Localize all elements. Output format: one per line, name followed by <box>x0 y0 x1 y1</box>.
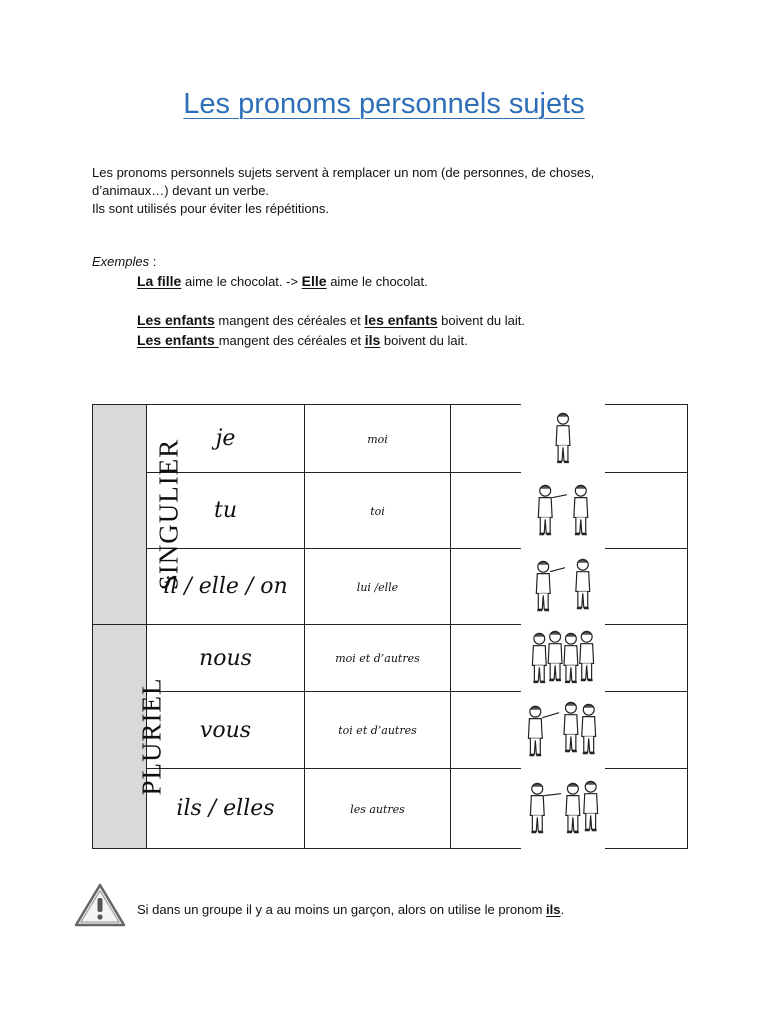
example-text: mangent des céréales et <box>218 333 365 348</box>
pronoun: tu <box>213 498 237 523</box>
pronoun: vous <box>199 717 252 743</box>
meaning-cell <box>305 405 451 473</box>
warning-note <box>137 902 564 917</box>
meaning-cell <box>305 692 451 769</box>
illustration-cell <box>451 625 688 692</box>
note-text: . <box>560 902 565 917</box>
warning-triangle-icon <box>74 882 126 928</box>
pronoun: nous <box>199 645 252 671</box>
meaning: toi <box>370 504 385 518</box>
meaning: moi et d’autres <box>335 652 420 665</box>
example-text: aime le chocolat. <box>326 274 428 289</box>
examples-label-colon: : <box>149 254 157 269</box>
example-subject: Les enfants <box>137 312 215 328</box>
intro-paragraph <box>92 164 692 218</box>
example-pronoun: Elle <box>301 273 327 289</box>
table-row <box>93 625 688 692</box>
meaning-cell <box>305 473 451 549</box>
example-sentence <box>137 273 428 289</box>
note-pronoun: ils <box>546 902 561 917</box>
example-subject: La fille <box>137 273 182 289</box>
intro-line: Les pronoms personnels sujets servent à remplacer un nom (de personnes, de choses, <box>92 165 595 180</box>
meaning: les autres <box>350 802 405 816</box>
illustration-cell <box>451 473 688 549</box>
illustration-cell <box>451 549 688 625</box>
singulier-group <box>93 405 184 625</box>
illustration-cell <box>451 405 688 473</box>
meaning: lui /elle <box>356 580 399 594</box>
table-row <box>93 769 688 849</box>
meaning: toi et d’autres <box>338 724 417 737</box>
example-text: boivent du lait. <box>437 313 525 328</box>
examples-label <box>92 254 156 269</box>
group-of-children-icon <box>521 620 605 696</box>
intro-line: Ils sont utilisés pour éviter les répétitions. <box>92 201 329 216</box>
one-child-pointing-self-icon <box>521 400 605 477</box>
child-pointing-at-others-icon <box>521 764 605 853</box>
pronoun: ils / elles <box>176 796 275 821</box>
example-sentence <box>137 332 468 348</box>
pronoun-cell <box>147 769 305 849</box>
pluriel-group <box>93 625 167 849</box>
meaning: moi <box>367 432 388 446</box>
meaning-cell <box>305 549 451 625</box>
pronoun-cell <box>147 692 305 769</box>
pronoun: je <box>215 426 236 451</box>
example-text: mangent des céréales et <box>214 313 365 328</box>
table-row <box>93 405 688 473</box>
table-row <box>93 692 688 769</box>
note-text: Si dans un groupe il y a au moins un garçon, alors on utilise le pronom <box>137 902 547 917</box>
illustration-cell <box>451 692 688 769</box>
child-pointing-at-other-icon <box>521 544 605 629</box>
example-subject: Les enfants <box>137 332 219 348</box>
pronoun: il / elle / on <box>163 574 288 599</box>
examples-label-text: Exemples <box>92 254 150 269</box>
illustration-cell <box>451 769 688 849</box>
child-pointing-at-group-icon <box>521 687 605 773</box>
pluriel-label: PLURIEL <box>136 677 167 796</box>
pronoun-cell <box>147 625 305 692</box>
example-subject: les enfants <box>364 312 438 328</box>
singulier-label: SINGULIER <box>153 438 184 591</box>
two-children-pointing-icon <box>521 468 605 553</box>
page-title: Les pronoms personnels sujets <box>183 88 585 120</box>
meaning-cell <box>305 769 451 849</box>
intro-line: d’animaux…) devant un verbe. <box>92 183 270 198</box>
pronoun-table <box>92 404 688 849</box>
meaning-cell <box>305 625 451 692</box>
example-text: boivent du lait. <box>380 333 468 348</box>
example-pronoun: ils <box>364 332 381 348</box>
example-sentence <box>137 312 525 328</box>
example-text: aime le chocolat. -> <box>181 274 302 289</box>
